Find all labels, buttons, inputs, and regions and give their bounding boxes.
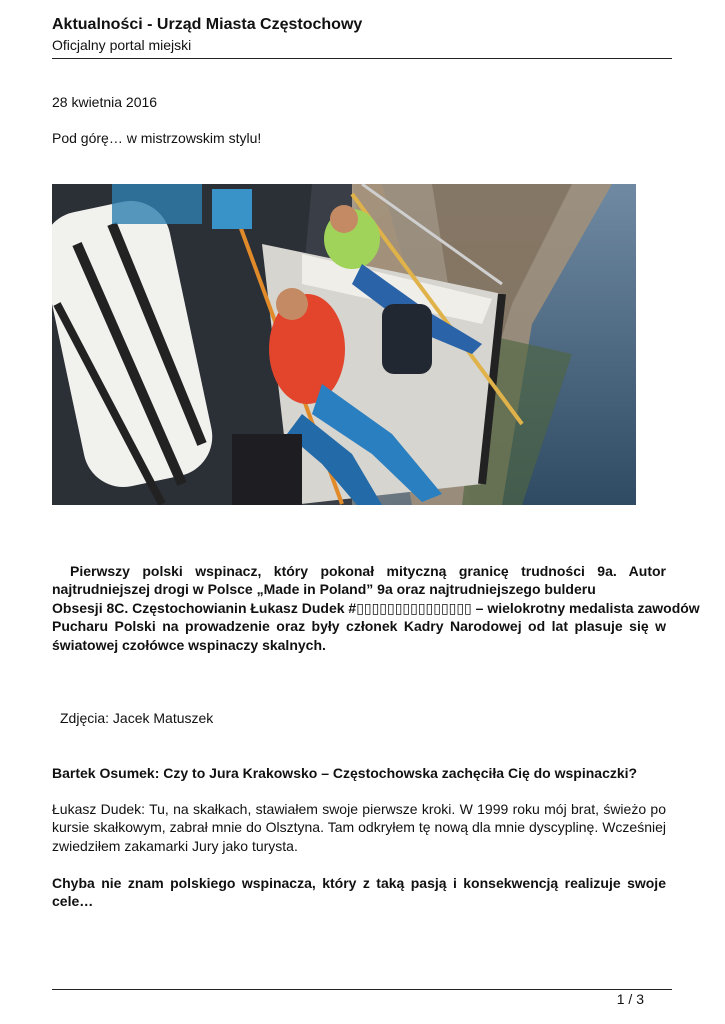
footer-divider: [52, 989, 672, 990]
article-photo: [52, 184, 636, 505]
interview-answer-1: Łukasz Dudek: Tu, na skałkach, stawiałem swoje pierwsze kroki. W 1999 roku mój brat, świeżo po kursie skałkowym, zabrał mnie do Olsztyna. Tam odkryłem tę nową dla mnie dyscyplinę. Wcześniej zwiedziłem zakamarki Jury jako turysta.: [52, 801, 666, 854]
interview-question-2: Chyba nie znam polskiego wspinacza, który z taką pasją i konsekwencją realizuje swoje cele…: [52, 875, 666, 910]
header-divider: [52, 58, 672, 59]
lead-text-end: Pucharu Polski na prowadzenie oraz były członek Kadry Narodowej od lat plasuje się w światowej czołówce wspinaczy skalnych.: [52, 618, 666, 653]
article-headline: Pod górę… w mistrzowskim stylu!: [52, 130, 262, 146]
page-number: 1 / 3: [616, 991, 644, 1007]
site-title: Aktualności - Urząd Miasta Częstochowy: [52, 16, 363, 33]
article-date: 28 kwietnia 2016: [52, 94, 158, 110]
article-lead: [52, 562, 700, 654]
lead-text-start: Pierwszy polski wspinacz, który pokonał mityczną granicę trudności 9a. Autor najtrudniejszej drogi w Polsce „Made in Poland” 9a oraz najtrudniejszego bulderu: [52, 563, 666, 598]
photo-credit: Zdjęcia: Jacek Matuszek: [60, 710, 214, 726]
site-subtitle: Oficjalny portal miejski: [52, 37, 192, 53]
lead-overflow-line: Obsesji 8C. Częstochowianin Łukasz Dudek #▯▯▯▯▯▯▯▯▯▯▯▯▯▯▯ – wielokrotny medalista zawodów: [52, 599, 700, 616]
interview-question-1: Bartek Osumek: Czy to Jura Krakowsko – Częstochowska zachęciła Cię do wspinaczki?: [52, 765, 638, 781]
